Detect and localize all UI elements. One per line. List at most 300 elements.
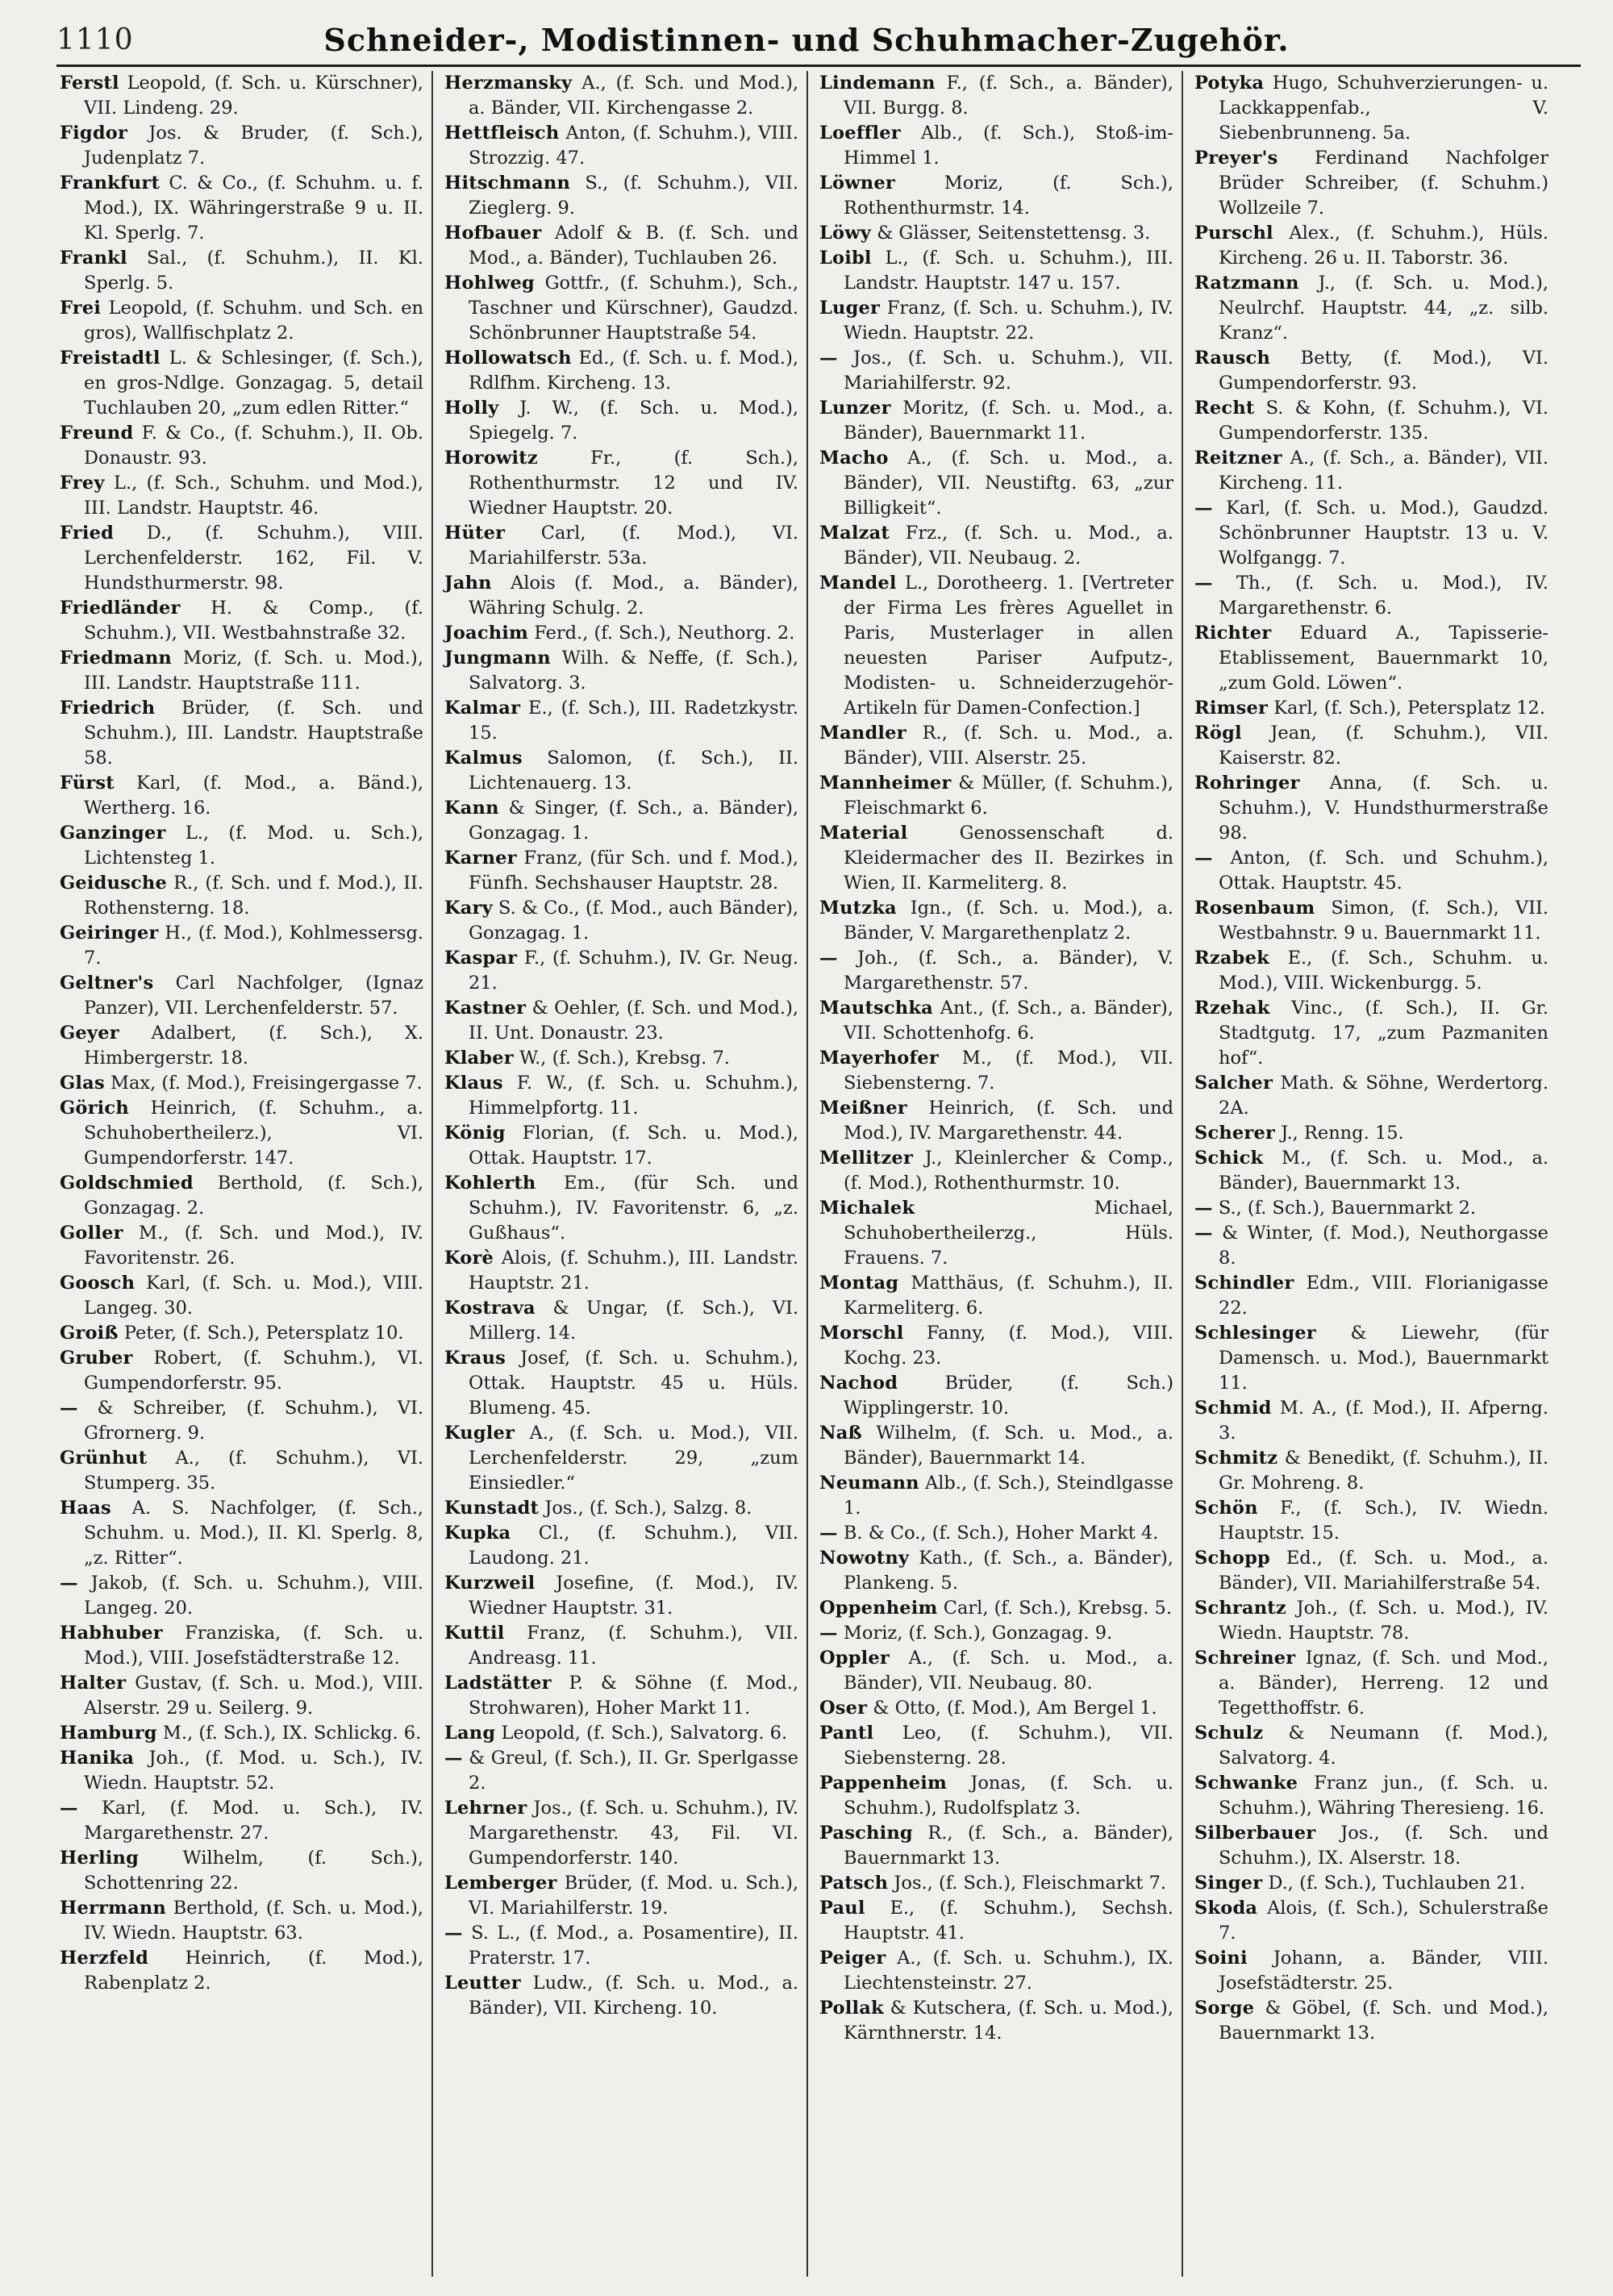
directory-entry xyxy=(444,846,798,896)
entry-name: Sorge xyxy=(1194,1998,1255,2019)
entry-details: C. & Co., (f. Schuhm. u. f. Mod.), IX. Währingerstraße 9 u. II. Kl. Sperlg. 7. xyxy=(84,173,423,244)
entry-details: Ferdinand Nachfolger Brüder Schreiber, (f. Schuhm.) Wollzeile 7. xyxy=(1219,148,1548,219)
directory-entry xyxy=(60,596,423,646)
entry-name: Jungmann xyxy=(444,648,551,669)
entry-name: Haas xyxy=(60,1498,111,1519)
entry-details: Franz, (f. Sch. u. Schuhm.), IV. Wiedn. Hauptstr. 22. xyxy=(844,298,1174,344)
entry-details: H. & Comp., (f. Schuhm.), VII. Westbahnstraße 32. xyxy=(84,598,423,644)
directory-entry xyxy=(60,1796,423,1846)
entry-details: R., (f. Sch., a. Bänder), Bauernmarkt 13. xyxy=(844,1823,1174,1869)
entry-name: Rosenbaum xyxy=(1194,898,1315,919)
directory-entry xyxy=(1194,771,1548,846)
entry-details: R., (f. Sch. u. Mod., a. Bänder), VIII. Alserstr. 25. xyxy=(844,723,1173,769)
directory-entry xyxy=(444,1071,798,1121)
directory-entry xyxy=(60,771,423,821)
entry-name: Figdor xyxy=(60,123,128,144)
directory-entry xyxy=(1194,1946,1548,1996)
directory-entry xyxy=(819,996,1173,1046)
entry-details: & Göbel, (f. Sch. und Mod.), Bauernmarkt 13. xyxy=(1219,1998,1549,2044)
entry-name: Kuttil xyxy=(444,1623,505,1644)
directory-entry xyxy=(60,346,423,421)
directory-entry xyxy=(819,1821,1173,1871)
directory-entry xyxy=(819,721,1173,771)
entry-name: — xyxy=(1194,848,1213,869)
directory-entry xyxy=(819,396,1173,446)
entry-name: Rohringer xyxy=(1194,773,1300,794)
entry-name: — xyxy=(444,1923,463,1944)
entry-name: Peiger xyxy=(819,1948,886,1969)
directory-entry xyxy=(1194,696,1548,721)
directory-entry xyxy=(1194,346,1548,396)
entry-name: Habhuber xyxy=(60,1623,163,1644)
directory-entry xyxy=(60,1221,423,1271)
entry-details: A. S. Nachfolger, (f. Sch., Schuhm. u. Mod.), II. Kl. Sperlg. 8, „z. Ritter“. xyxy=(84,1498,423,1569)
entry-name: Mautschka xyxy=(819,998,933,1019)
entry-details: Moriz, (f. Sch.), Gonzagag. 9. xyxy=(843,1623,1113,1644)
entry-name: Reitzner xyxy=(1194,448,1282,469)
directory-entry xyxy=(444,1671,798,1721)
entry-name: Schopp xyxy=(1194,1548,1270,1569)
directory-entry xyxy=(444,1246,798,1296)
column-4 xyxy=(1182,71,1557,2277)
entry-name: Groiß xyxy=(60,1323,119,1344)
directory-entry xyxy=(819,1196,1173,1271)
entry-details: Brüder, (f. Sch. und Schuhm.), III. Landstr. Hauptstraße 58. xyxy=(84,698,424,769)
entry-name: Schindler xyxy=(1194,1273,1294,1294)
entry-name: Karner xyxy=(444,848,517,869)
entry-name: Frei xyxy=(60,298,102,319)
entry-details: & Kutschera, (f. Sch. u. Mod.), Kärnthnerstr. 14. xyxy=(844,1998,1173,2044)
entry-details: Adolf & B. (f. Sch. und Mod., a. Bänder), Tuchlauben 26. xyxy=(469,223,798,269)
directory-entry xyxy=(60,1846,423,1896)
page-header xyxy=(56,15,1557,65)
entry-name: Kostrava xyxy=(444,1298,536,1319)
entry-name: — xyxy=(819,1523,838,1544)
entry-name: Glas xyxy=(60,1073,105,1094)
directory-entry xyxy=(60,171,423,246)
directory-entry xyxy=(60,1071,423,1096)
directory-entry xyxy=(444,1346,798,1421)
directory-entry xyxy=(444,1721,798,1746)
entry-name: Pappenheim xyxy=(819,1773,948,1794)
entry-details: Jonas, (f. Sch. u. Schuhm.), Rudolfsplatz 3. xyxy=(844,1773,1173,1819)
entry-details: S. & Co., (f. Mod., auch Bänder), Gonzagag. 1. xyxy=(469,898,798,944)
entry-name: Kunstadt xyxy=(444,1498,540,1519)
directory-entry xyxy=(60,1571,423,1621)
entry-name: Oppenheim xyxy=(819,1598,938,1619)
entry-name: — xyxy=(819,948,838,969)
directory-entry xyxy=(819,121,1173,171)
entry-name: Kohlerth xyxy=(444,1173,536,1194)
entry-name: Paul xyxy=(819,1898,865,1919)
entry-details: R., (f. Sch. und f. Mod.), II. Rothensterng. 18. xyxy=(84,873,423,919)
entry-name: Geltner's xyxy=(60,973,154,994)
directory-entry xyxy=(444,71,798,121)
entry-name: Herzmansky xyxy=(444,73,573,94)
entry-name: Fried xyxy=(60,523,115,544)
column-1 xyxy=(56,71,431,2277)
entry-name: Kaspar xyxy=(444,948,518,969)
entry-details: Anna, (f. Sch. u. Schuhm.), V. Hundsthurmerstraße 98. xyxy=(1219,773,1548,844)
entry-details: & Singer, (f. Sch., a. Bänder), Gonzagag. 1. xyxy=(469,798,798,844)
entry-name: Loeffler xyxy=(819,123,901,144)
entry-name: Kupka xyxy=(444,1523,511,1544)
entry-details: Joh., (f. Sch., a. Bänder), V. Margarethenstr. 57. xyxy=(844,948,1173,994)
entry-name: Schulz xyxy=(1194,1723,1264,1744)
entry-name: Kurzweil xyxy=(444,1573,536,1594)
directory-entry xyxy=(60,1621,423,1671)
directory-entry xyxy=(444,346,798,396)
directory-entry xyxy=(444,796,798,846)
entry-details: Moritz, (f. Sch. u. Mod., a. Bänder), Bauernmarkt 11. xyxy=(844,398,1174,444)
entry-name: Michalek xyxy=(819,1198,915,1219)
entry-details: & Liewehr, (für Damensch. u. Mod.), Bauernmarkt 11. xyxy=(1219,1323,1549,1394)
entry-name: Rimser xyxy=(1194,698,1269,719)
running-title: Schneider-, Modistinnen- und Schuhmacher-Zugehör. xyxy=(323,21,1290,58)
entry-name: Lehrner xyxy=(444,1798,527,1819)
entry-details: L., (f. Sch., Schuhm. und Mod.), III. Landstr. Hauptstr. 46. xyxy=(84,473,423,519)
entry-details: Heinrich, (f. Schuhm., a. Schuhobertheilerz.), VI. Gumpendorferstr. 147. xyxy=(84,1098,423,1169)
entry-details: Max, (f. Mod.), Freisingergasse 7. xyxy=(110,1073,423,1094)
directory-entry xyxy=(444,521,798,571)
directory-entry xyxy=(819,1696,1173,1721)
directory-entry xyxy=(819,821,1173,896)
entry-details: Jos., (f. Sch. u. Schuhm.), VII. Mariahilferstr. 92. xyxy=(844,348,1173,394)
directory-entry xyxy=(1194,896,1548,946)
entry-name: Luger xyxy=(819,298,881,319)
entry-name: Schön xyxy=(1194,1498,1258,1519)
entry-name: — xyxy=(60,1798,78,1819)
directory-entry xyxy=(444,396,798,446)
entry-details: D., (f. Schuhm.), VIII. Lerchenfelderstr. 162, Fil. V. Hundsthurmerstr. 98. xyxy=(84,523,423,594)
entry-details: Anton, (f. Schuhm.), VIII. Strozzig. 47. xyxy=(469,123,798,169)
entry-name: — xyxy=(1194,1223,1213,1244)
directory-entry xyxy=(819,1596,1173,1621)
entry-details: Josefine, (f. Mod.), IV. Wiedner Hauptstr. 31. xyxy=(469,1573,799,1619)
entry-details: Joh., (f. Sch. u. Mod.), IV. Wiedn. Hauptstr. 78. xyxy=(1219,1598,1548,1644)
entry-name: Macho xyxy=(819,448,889,469)
entry-details: F. & Co., (f. Schuhm.), II. Ob. Donaustr. 93. xyxy=(84,423,423,469)
entry-details: S. & Kohn, (f. Schuhm.), VI. Gumpendorferstr. 135. xyxy=(1219,398,1548,444)
directory-entry xyxy=(444,1746,798,1796)
directory-entry xyxy=(819,1996,1173,2046)
entry-details: Jos., (f. Sch.), Salzg. 8. xyxy=(544,1498,752,1519)
entry-details: H., (f. Mod.), Kohlmessersg. 7. xyxy=(84,923,424,969)
entry-details: Leo, (f. Schuhm.), VII. Siebensterng. 28. xyxy=(844,1723,1173,1769)
entry-name: Fürst xyxy=(60,773,115,794)
entry-name: Frankl xyxy=(60,248,127,269)
directory-entry xyxy=(1194,1221,1548,1271)
directory-entry xyxy=(444,221,798,271)
entry-name: Singer xyxy=(1194,1873,1263,1894)
entry-name: Görich xyxy=(60,1098,129,1119)
directory-entry xyxy=(819,1896,1173,1946)
entry-name: Oppler xyxy=(819,1648,890,1669)
directory-entry xyxy=(1194,1721,1548,1771)
entry-name: Goosch xyxy=(60,1273,135,1294)
entry-details: Berthold, (f. Sch. u. Mod.), IV. Wiedn. Hauptstr. 63. xyxy=(84,1898,423,1944)
entry-details: Gottfr., (f. Schuhm.), Sch., Taschner und Kürschner), Gaudzd. Schönbrunner Hauptstraße 54. xyxy=(469,273,798,344)
directory-entry xyxy=(819,1771,1173,1821)
entry-details: Leopold, (f. Sch. u. Kürschner), VII. Lindeng. 29. xyxy=(84,73,424,119)
directory-entry xyxy=(1194,1146,1548,1196)
entry-name: Soini xyxy=(1194,1948,1248,1969)
entry-details: & Neumann (f. Mod.), Salvatorg. 4. xyxy=(1219,1723,1548,1769)
entry-details: Robert, (f. Schuhm.), VI. Gumpendorferstr. 95. xyxy=(84,1348,423,1394)
entry-details: A., (f. Sch. u. Mod.), VII. Lerchenfelderstr. 29, „zum Einsiedler.“ xyxy=(469,1423,798,1494)
directory-entry xyxy=(819,1621,1173,1646)
directory-entry xyxy=(819,1546,1173,1596)
entry-details: Wilh. & Neffe, (f. Sch.), Salvatorg. 3. xyxy=(469,648,798,694)
entry-details: Berthold, (f. Sch.), Gonzagag. 2. xyxy=(84,1173,423,1219)
entry-name: Freistadtl xyxy=(60,348,160,369)
entry-name: Oser xyxy=(819,1698,868,1719)
directory-entry xyxy=(444,1621,798,1671)
entry-name: Loibl xyxy=(819,248,872,269)
entry-name: Salcher xyxy=(1194,1073,1273,1094)
directory-entry xyxy=(444,696,798,746)
entry-details: A., (f. Sch. u. Mod., a. Bänder), VII. Neustiftg. 63, „zur Billigkeit“. xyxy=(844,448,1173,519)
column-3 xyxy=(806,71,1182,2277)
entry-name: Friedrich xyxy=(60,698,156,719)
directory-entry xyxy=(60,71,423,121)
directory-entry xyxy=(819,1471,1173,1521)
entry-name: Hollowatsch xyxy=(444,348,572,369)
entry-details: A., (f. Sch. und Mod.), a. Bänder, VII. Kirchengasse 2. xyxy=(469,73,798,119)
entry-details: Em., (für Sch. und Schuhm.), IV. Favoritenstr. 6, „z. Gußhaus“. xyxy=(469,1173,798,1244)
entry-details: Karl, (f. Sch. u. Mod.), Gaudzd. Schönbrunner Hauptstr. 13 u. V. Wolfgangg. 7. xyxy=(1219,498,1549,569)
directory-entry xyxy=(60,646,423,696)
entry-details: Betty, (f. Mod.), VI. Gumpendorferstr. 93. xyxy=(1219,348,1548,394)
entry-details: Wilhelm, (f. Sch. u. Mod., a. Bänder), Bauernmarkt 14. xyxy=(844,1423,1173,1469)
entry-details: Alb., (f. Sch.), Stoß-im-Himmel 1. xyxy=(844,123,1174,169)
directory-entry xyxy=(819,946,1173,996)
entry-name: Kann xyxy=(444,798,499,819)
directory-entry xyxy=(60,1346,423,1396)
entry-name: Mutzka xyxy=(819,898,897,919)
directory-entry xyxy=(60,471,423,521)
entry-details: Moriz, (f. Sch.), Rothenthurmstr. 14. xyxy=(844,173,1173,219)
directory-entry xyxy=(444,571,798,621)
entry-name: Skoda xyxy=(1194,1898,1258,1919)
entry-details: & Winter, (f. Mod.), Neuthorgasse 8. xyxy=(1219,1223,1548,1269)
directory-entry xyxy=(444,121,798,171)
directory-entry xyxy=(1194,996,1548,1071)
directory-entry xyxy=(1194,1071,1548,1121)
directory-entry xyxy=(819,1321,1173,1371)
directory-entry xyxy=(1194,496,1548,571)
entry-name: Schlesinger xyxy=(1194,1323,1316,1344)
directory-entry xyxy=(60,1171,423,1221)
entry-name: Horowitz xyxy=(444,448,538,469)
entry-details: Josef, (f. Sch. u. Schuhm.), Ottak. Hauptstr. 45 u. Hüls. Blumeng. 45. xyxy=(469,1348,798,1419)
entry-details: Frz., (f. Sch. u. Mod., a. Bänder), VII. Neubaug. 2. xyxy=(844,523,1173,569)
entry-details: Genossenschaft d. Kleidermacher des II. Bezirkes in Wien, II. Karmeliterg. 8. xyxy=(844,823,1173,894)
entry-details: F. W., (f. Sch. u. Schuhm.), Himmelpfortg. 11. xyxy=(469,1073,799,1119)
entry-name: Friedmann xyxy=(60,648,172,669)
entry-details: Vinc., (f. Sch.), II. Gr. Stadtgutg. 17, „zum Pazmaniten hof“. xyxy=(1219,998,1549,1069)
directory-entry xyxy=(60,921,423,971)
entry-details: Ignaz, (f. Sch. und Mod., a. Bänder), Herreng. 12 und Tegetthoffstr. 6. xyxy=(1219,1648,1548,1719)
entry-name: Löwy xyxy=(819,223,872,244)
directory-entry xyxy=(444,1046,798,1071)
directory-entry xyxy=(444,1421,798,1496)
directory-entry xyxy=(819,346,1173,396)
entry-name: — xyxy=(1194,573,1213,594)
directory-entry xyxy=(819,896,1173,946)
entry-name: Material xyxy=(819,823,908,844)
entry-details: D., (f. Sch.), Tuchlauben 21. xyxy=(1268,1873,1526,1894)
entry-name: Holly xyxy=(444,398,499,419)
directory-entry xyxy=(60,421,423,471)
directory-entry xyxy=(444,946,798,996)
entry-name: Joachim xyxy=(444,623,529,644)
directory-entry xyxy=(1194,271,1548,346)
entry-name: Halter xyxy=(60,1673,127,1694)
directory-entry xyxy=(60,296,423,346)
directory-entry xyxy=(819,1146,1173,1196)
entry-name: Montag xyxy=(819,1273,899,1294)
entry-details: Kath., (f. Sch., a. Bänder), Plankeng. 5. xyxy=(844,1548,1173,1594)
entry-details: Brüder, (f. Mod. u. Sch.), VI. Mariahilferstr. 19. xyxy=(469,1873,798,1919)
entry-name: Nachod xyxy=(819,1373,898,1394)
entry-name: Naß xyxy=(819,1423,862,1444)
entry-name: Gruber xyxy=(60,1348,133,1369)
entry-details: Jos., (f. Sch. und Schuhm.), IX. Alserstr. 18. xyxy=(1219,1823,1549,1869)
entry-name: Richter xyxy=(1194,623,1272,644)
entry-details: Alois, (f. Sch.), Schulerstraße 7. xyxy=(1219,1898,1548,1944)
directory-entry xyxy=(60,1446,423,1496)
entry-details: Fanny, (f. Mod.), VIII. Kochg. 23. xyxy=(844,1323,1173,1369)
entry-name: Ratzmann xyxy=(1194,273,1299,294)
directory-entry xyxy=(444,1296,798,1346)
entry-name: Hamburg xyxy=(60,1723,157,1744)
entry-details: Alex., (f. Schuhm.), Hüls. Kircheng. 26 u. II. Taborstr. 36. xyxy=(1219,223,1548,269)
directory-entry xyxy=(819,1871,1173,1896)
entry-details: Ed., (f. Sch. u. f. Mod.), Rdlfhm. Kircheng. 13. xyxy=(469,348,798,394)
entry-details: Carl Nachfolger, (Ignaz Panzer), VII. Lerchenfelderstr. 57. xyxy=(84,973,424,1019)
entry-name: Nowotny xyxy=(819,1548,910,1569)
entry-name: Freund xyxy=(60,423,134,444)
directory-entry xyxy=(444,446,798,521)
directory-entry xyxy=(60,1021,423,1071)
entry-details: F., (f. Sch., a. Bänder), VII. Burgg. 8. xyxy=(844,73,1173,119)
directory-entry xyxy=(1194,1446,1548,1496)
directory-entry xyxy=(444,271,798,346)
entry-details: A., (f. Sch. u. Schuhm.), IX. Liechtensteinstr. 27. xyxy=(844,1948,1173,1994)
directory-entry xyxy=(444,171,798,221)
entry-details: M. A., (f. Mod.), II. Afperng. 3. xyxy=(1219,1398,1548,1444)
entry-name: Mannheimer xyxy=(819,773,952,794)
entry-name: — xyxy=(1194,498,1213,519)
directory-entry xyxy=(60,1396,423,1446)
entry-details: Cl., (f. Schuhm.), VII. Laudong. 21. xyxy=(469,1523,798,1569)
entry-name: Neumann xyxy=(819,1473,919,1494)
entry-details: Alois, (f. Schuhm.), III. Landstr. Hauptstr. 21. xyxy=(469,1248,799,1294)
entry-details: & Schreiber, (f. Schuhm.), VI. Gfrornerg. 9. xyxy=(84,1398,423,1444)
directory-entry xyxy=(1194,1871,1548,1896)
entry-name: Leutter xyxy=(444,1973,521,1994)
entry-name: Silberbauer xyxy=(1194,1823,1316,1844)
entry-details: Franziska, (f. Sch. u. Mod.), VIII. Josefstädterstraße 12. xyxy=(84,1623,423,1669)
entry-details: Karl, (f. Mod. u. Sch.), IV. Margarethenstr. 27. xyxy=(84,1798,423,1844)
directory-entry xyxy=(819,1721,1173,1771)
directory-entry xyxy=(1194,1896,1548,1946)
entry-details: Heinrich, (f. Mod.), Rabenplatz 2. xyxy=(84,1948,424,1994)
entry-details: A., (f. Sch., a. Bänder), VII. Kircheng. 11. xyxy=(1219,448,1549,494)
entry-details: Ludw., (f. Sch. u. Mod., a. Bänder), VII. Kircheng. 10. xyxy=(469,1973,799,2019)
entry-name: Pasching xyxy=(819,1823,913,1844)
entry-name: Pantl xyxy=(819,1723,874,1744)
entry-name: Ferstl xyxy=(60,73,119,94)
entry-details: F., (f. Schuhm.), IV. Gr. Neug. 21. xyxy=(469,948,798,994)
entry-name: — xyxy=(444,1748,463,1769)
entry-name: — xyxy=(819,1623,838,1644)
header-rule xyxy=(56,65,1581,67)
entry-details: Alb., (f. Sch.), Steindlgasse 1. xyxy=(844,1473,1174,1519)
directory-entry xyxy=(444,1171,798,1246)
directory-entry xyxy=(819,521,1173,571)
entry-details: Leopold, (f. Sch.), Salvatorg. 6. xyxy=(501,1723,788,1744)
directory-entry xyxy=(1194,221,1548,271)
entry-details: F., (f. Sch.), IV. Wiedn. Hauptstr. 15. xyxy=(1219,1498,1548,1544)
entry-details: Fr., (f. Sch.), Rothenthurmstr. 12 und IV. Wiedner Hauptstr. 20. xyxy=(469,448,798,519)
entry-name: Hohlweg xyxy=(444,273,535,294)
entry-name: Kalmar xyxy=(444,698,521,719)
directory-entry xyxy=(1194,1996,1548,2046)
entry-name: — xyxy=(60,1398,78,1419)
entry-name: Kary xyxy=(444,898,493,919)
entry-name: Lang xyxy=(444,1723,496,1744)
entry-name: Korè xyxy=(444,1248,494,1269)
entry-details: L., (f. Sch. u. Schuhm.), III. Landstr. Hauptstr. 147 u. 157. xyxy=(844,248,1173,294)
directory-entry xyxy=(1194,146,1548,221)
directory-entry xyxy=(1194,1596,1548,1646)
entry-name: Morschl xyxy=(819,1323,904,1344)
entry-details: Michael, Schuhobertheilerzg., Hüls. Frauenѕ. 7. xyxy=(844,1198,1173,1269)
entry-details: Franz jun., (f. Sch. u. Schuhm.), Währing Theresieng. 16. xyxy=(1219,1773,1548,1819)
entry-name: Preyer's xyxy=(1194,148,1278,169)
entry-name: Ganzinger xyxy=(60,823,166,844)
directory-entry xyxy=(444,1971,798,2021)
entry-name: — xyxy=(1194,1198,1213,1219)
entry-name: Frankfurt xyxy=(60,173,160,194)
entry-name: König xyxy=(444,1123,506,1144)
entry-details: Ed., (f. Sch. u. Mod., a. Bänder), VII. Mariahilferstraße 54. xyxy=(1219,1548,1549,1594)
entry-details: Hugo, Schuhverzierungen- u. Lackkappenfab., V. Siebenbrunneng. 5a. xyxy=(1219,73,1548,144)
directory-entry xyxy=(60,971,423,1021)
directory-entry xyxy=(444,1921,798,1971)
directory-entry xyxy=(60,1721,423,1746)
entry-details: Ant., (f. Sch., a. Bänder), VII. Schottenhofg. 6. xyxy=(844,998,1173,1044)
entry-details: Heinrich, (f. Sch. und Mod.), IV. Margarethenstr. 44. xyxy=(844,1098,1173,1144)
directory-entry xyxy=(444,1571,798,1621)
entry-details: L., (f. Mod. u. Sch.), Lichtensteg 1. xyxy=(84,823,423,869)
directory-entry xyxy=(1194,1196,1548,1221)
directory-entry xyxy=(819,771,1173,821)
directory-entry xyxy=(1194,846,1548,896)
entry-name: Herling xyxy=(60,1848,140,1869)
directory-entry xyxy=(60,1671,423,1721)
directory-entry xyxy=(60,1896,423,1946)
entry-details: Jakob, (f. Sch. u. Schuhm.), VIII. Langeg. 20. xyxy=(84,1573,423,1619)
entry-details: Brüder, (f. Sch.) Wipplingerstr. 10. xyxy=(844,1373,1173,1419)
entry-details: Leopold, (f. Schuhm. und Sch. en gros), Wallfischplatz 2. xyxy=(84,298,424,344)
entry-details: Jos. & Bruder, (f. Sch.), Judenplatz 7. xyxy=(84,123,423,169)
directory-entry xyxy=(60,246,423,296)
directory-entry xyxy=(60,1946,423,1996)
directory-columns xyxy=(56,71,1581,2277)
